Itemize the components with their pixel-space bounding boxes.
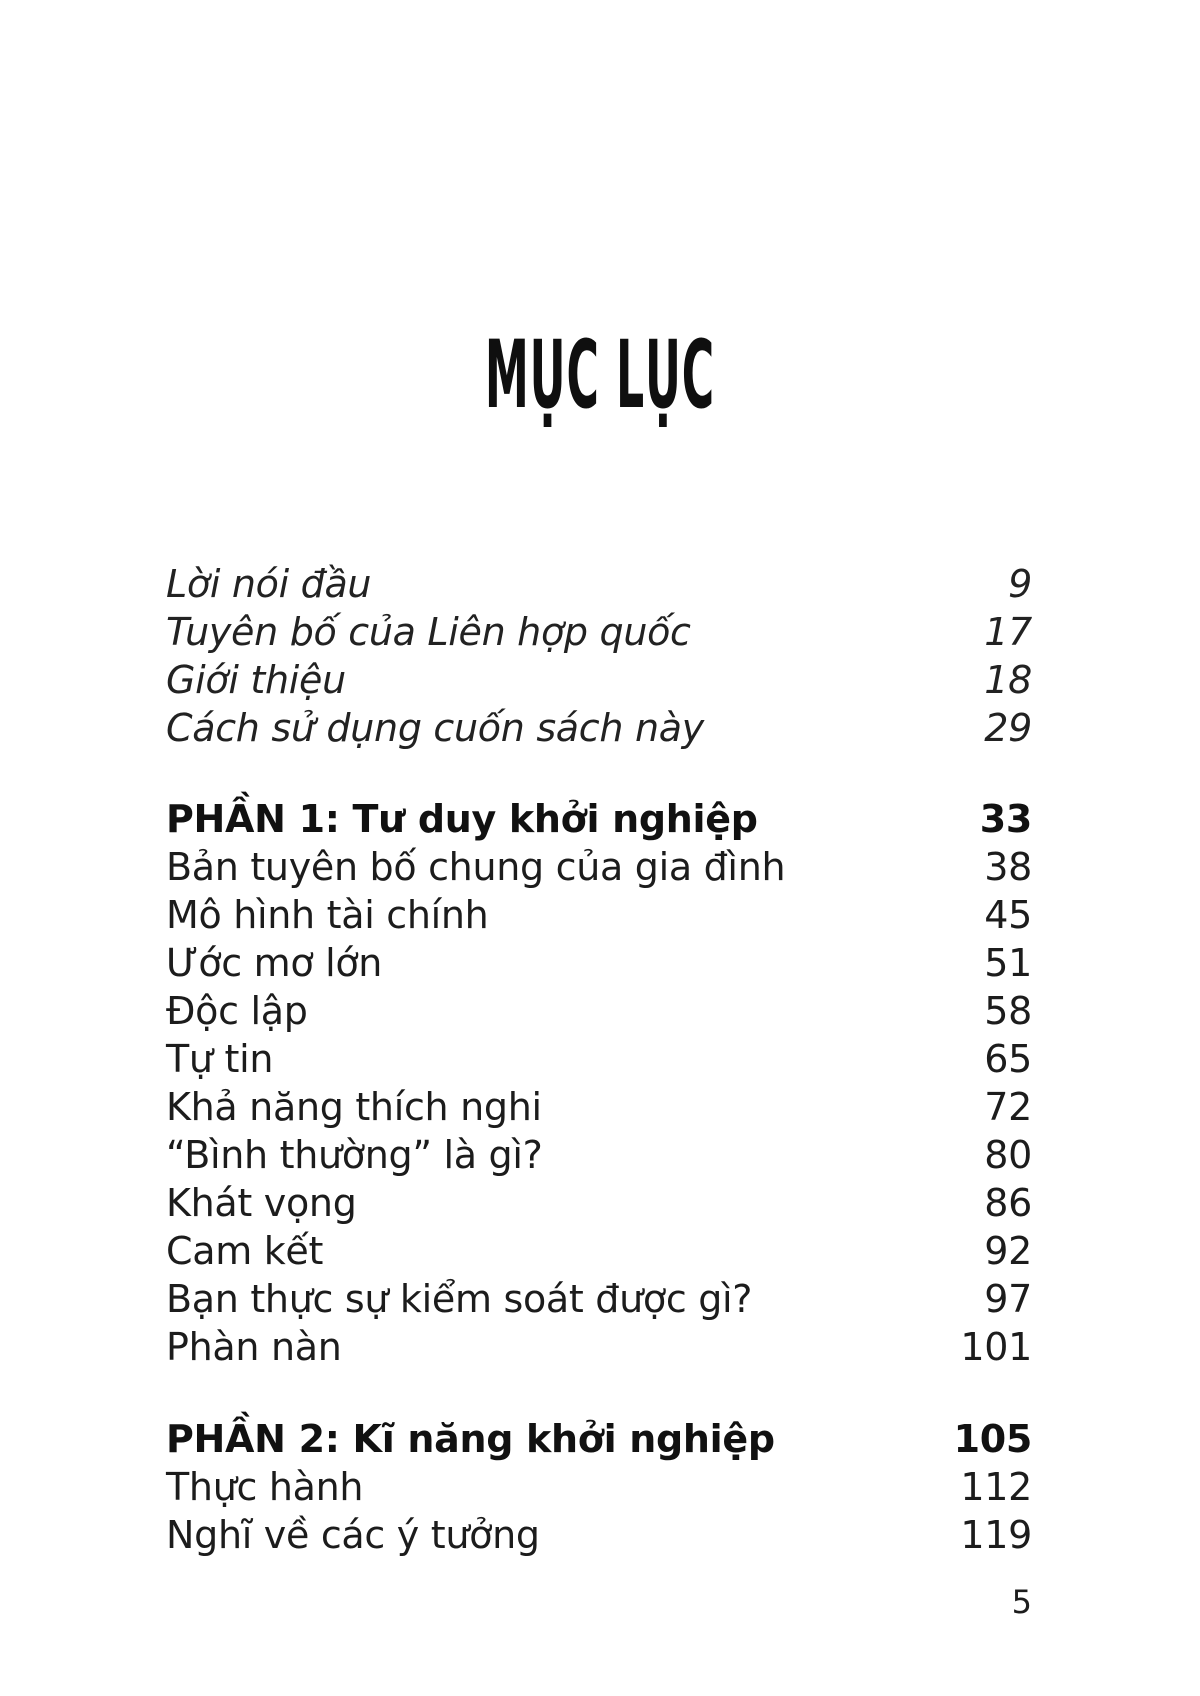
toc-entry-row-label: Cách sử dụng cuốn sách này [166, 706, 704, 750]
toc-entry-row-label: Giới thiệu [166, 658, 346, 702]
toc-section-group-2 [166, 1415, 1032, 1559]
toc-entry-row-page: 101 [960, 1325, 1032, 1369]
toc-entry-row [166, 1227, 1032, 1275]
toc-entry-row-label: Khát vọng [166, 1181, 357, 1225]
toc-entry-row [166, 1083, 1032, 1131]
toc-section-heading [166, 1415, 1032, 1463]
toc-entry-row-page: 65 [984, 1037, 1032, 1081]
toc-entry-row-label: Khả năng thích nghi [166, 1085, 542, 1129]
toc-section-heading [166, 795, 1032, 843]
toc-entry-row-page: 119 [960, 1513, 1032, 1557]
toc-entry-row-label: Cam kết [166, 1229, 324, 1273]
toc-entry-row-page: 72 [984, 1085, 1032, 1129]
toc-entry-row-page: 80 [984, 1133, 1032, 1177]
toc-entry-row-page: 97 [984, 1277, 1032, 1321]
toc-entry-row-label: Nghĩ về các ý tưởng [166, 1513, 540, 1557]
toc-entry-row-page: 92 [984, 1229, 1032, 1273]
toc-section-group-1 [166, 795, 1032, 1371]
toc-entry-row-page: 58 [984, 989, 1032, 1033]
toc-entry-row-label: Tự tin [166, 1037, 274, 1081]
toc-entry-row [166, 987, 1032, 1035]
toc-section-heading-label: PHẦN 2: Kĩ năng khởi nghiệp [166, 1417, 775, 1461]
toc-entry-row-page: 38 [984, 845, 1032, 889]
toc-entry-row-page: 29 [984, 706, 1032, 750]
toc-entry-row [166, 1179, 1032, 1227]
toc-entry-row-label: Tuyên bố của Liên hợp quốc [166, 610, 691, 654]
page-title [0, 321, 1200, 430]
toc-section-heading-page: 105 [953, 1417, 1032, 1461]
toc-entry-row-label: Thực hành [166, 1465, 364, 1509]
toc-section-heading-page: 33 [979, 797, 1032, 841]
toc-entry-row-label: Bạn thực sự kiểm soát được gì? [166, 1277, 753, 1321]
page-number-folio: 5 [1011, 1583, 1032, 1621]
toc-entry-row [166, 1463, 1032, 1511]
toc-entry-row-page: 86 [984, 1181, 1032, 1225]
toc-entry-row [166, 608, 1032, 656]
toc-entry-row-label: Phàn nàn [166, 1325, 342, 1369]
toc-entry-row-page: 9 [1008, 562, 1032, 606]
toc-entry-row [166, 560, 1032, 608]
toc-entry-row-label: Mô hình tài chính [166, 893, 489, 937]
toc-entry-row [166, 1131, 1032, 1179]
toc-entry-row-page: 45 [984, 893, 1032, 937]
toc-entry-row [166, 1511, 1032, 1559]
toc-entry-row-label: Bản tuyên bố chung của gia đình [166, 845, 786, 889]
toc-entry-row-label: “Bình thường” là gì? [166, 1133, 543, 1177]
toc-entry-row [166, 843, 1032, 891]
toc-entry-row-page: 51 [984, 941, 1032, 985]
toc-entry-row [166, 939, 1032, 987]
toc-section-heading-label: PHẦN 1: Tư duy khởi nghiệp [166, 797, 758, 841]
toc-entry-row [166, 656, 1032, 704]
toc-front-matter-group [166, 560, 1032, 752]
page-title-text: MỤC LỤC [484, 321, 716, 430]
toc-entry-row [166, 1323, 1032, 1371]
toc-entry-row-page: 112 [960, 1465, 1032, 1509]
toc-entry-row-label: Độc lập [166, 989, 308, 1033]
toc-entry-row-page: 18 [984, 658, 1032, 702]
toc-entry-row [166, 1275, 1032, 1323]
toc-entry-row-page: 17 [984, 610, 1032, 654]
toc-entry-row [166, 1035, 1032, 1083]
toc-entry-row [166, 891, 1032, 939]
toc-entry-row [166, 704, 1032, 752]
toc-entry-row-label: Ước mơ lớn [166, 941, 383, 985]
toc-entry-row-label: Lời nói đầu [166, 562, 372, 606]
table-of-contents [166, 560, 1032, 1559]
